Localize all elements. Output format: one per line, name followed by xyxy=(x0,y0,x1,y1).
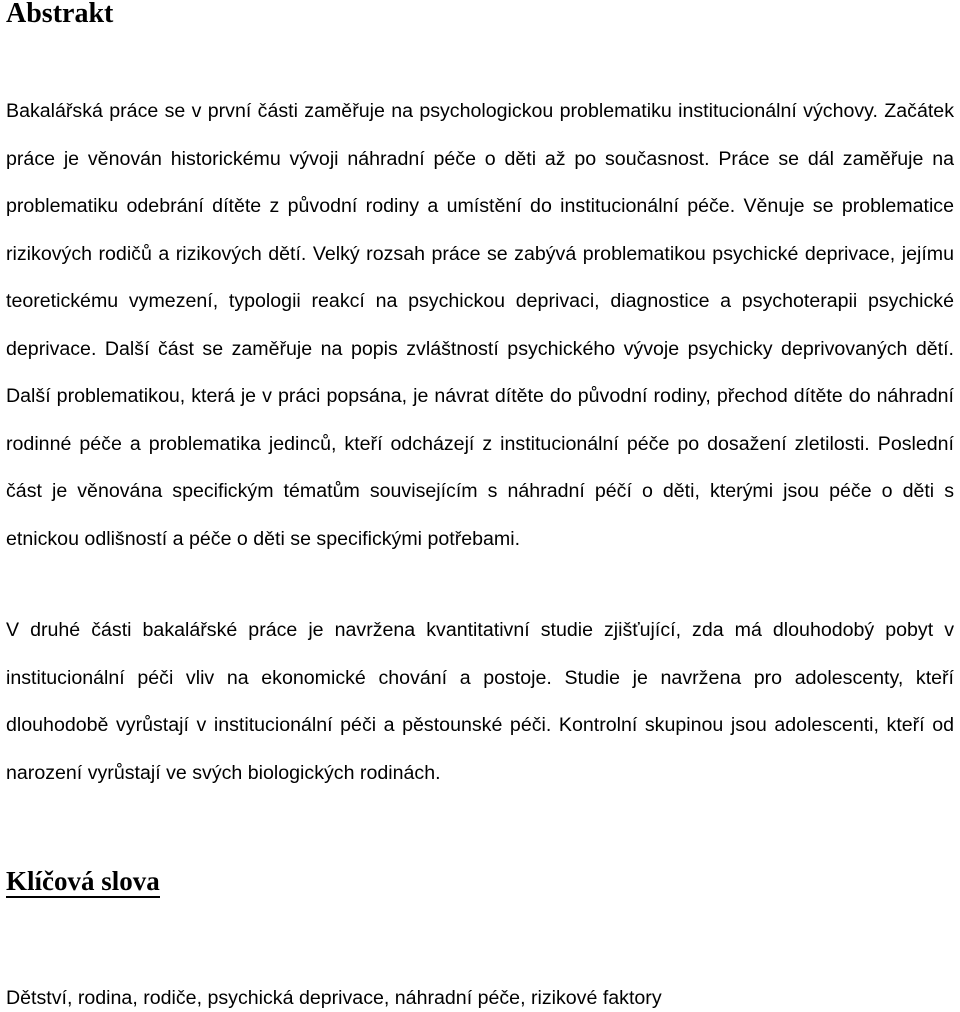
abstract-paragraph-1: Bakalářská práce se v první části zaměřuje na psychologickou problematiku institucionální výchovy. Začátek práce je věnován historickému vývoji náhradní péče o děti až po současnost. Práce se dál zaměřuje na problematiku odebrání dítěte z původní rodiny a umístění do institucionální péče. Věnuje se problematice rizikových rodičů a rizikových dětí. Velký rozsah práce se zabývá problematikou psychické deprivace, jejímu teoretickému vymezení, typologii reakcí na psychickou deprivaci, diagnostice a psychoterapii psychické deprivace. Další část se zaměřuje na popis zvláštností psychického vývoje psychicky deprivovaných dětí. Další problematikou, která je v práci popsána, je návrat dítěte do původní rodiny, přechod dítěte do náhradní rodinné péče a problematika jedinců, kteří odcházejí z institucionální péče po dosažení zletilosti. Poslední část je věnována specifickým tématům souvisejícím s náhradní péčí o děti, kterými jsou péče o děti s etnickou odlišností a péče o děti se specifickými potřebami. xyxy=(6,100,954,550)
keywords-text: Dětství, rodina, rodiče, psychická deprivace, náhradní péče, rizikové faktory xyxy=(6,987,662,1009)
abstract-paragraph-2: V druhé části bakalářské práce je navržena kvantitativní studie zjišťující, zda má dlouhodobý pobyt v institucionální péči vliv na ekonomické chování a postoje. Studie je navržena pro adolescenty, kteří dlouhodobě vyrůstají v institucionální péči a pěstounské péči. Kontrolní skupinou jsou adolescenti, kteří od narození vyrůstají ve svých biologických rodinách. xyxy=(6,619,954,784)
keywords-heading: Klíčová slova xyxy=(6,866,160,896)
abstract-heading: Abstrakt xyxy=(6,0,114,29)
